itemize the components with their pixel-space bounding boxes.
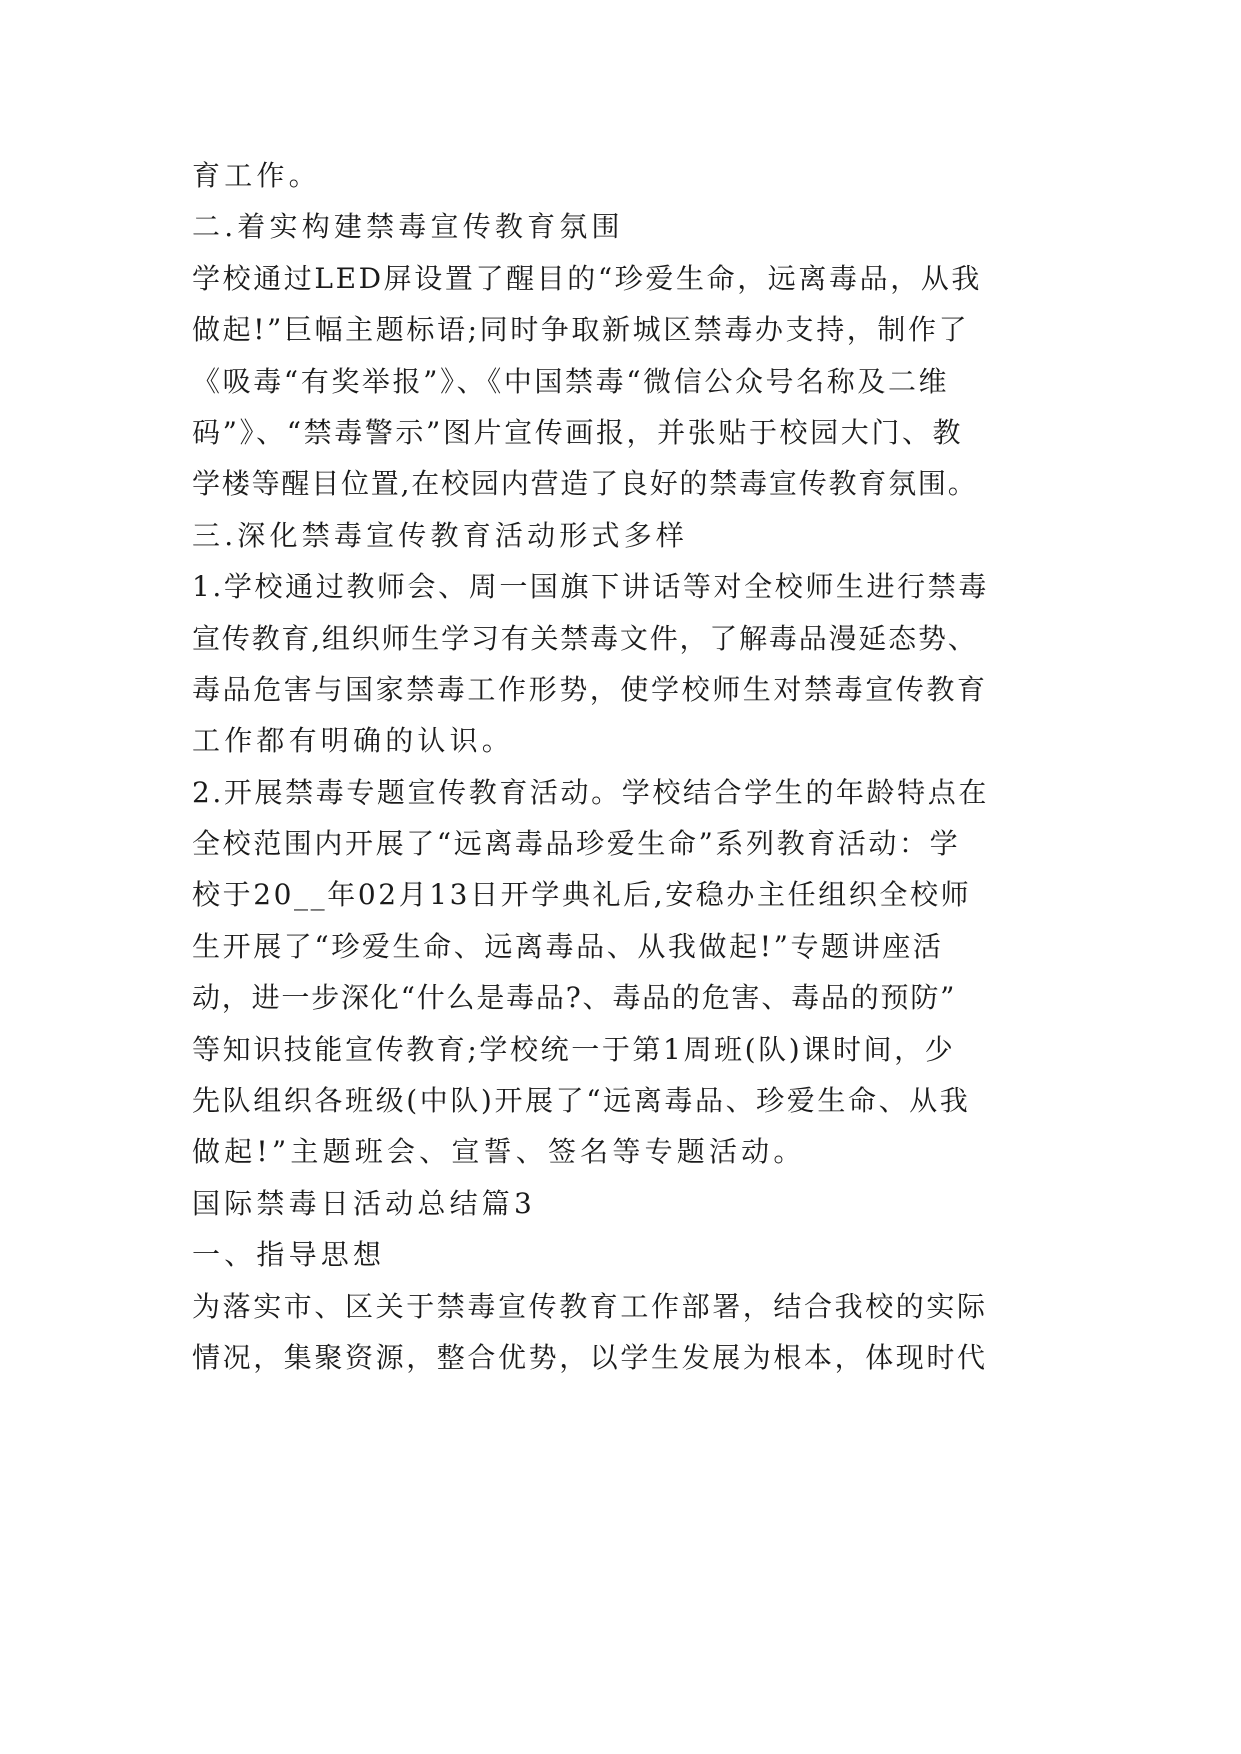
section-heading: 三.深化禁毒宣传教育活动形式多样 xyxy=(192,518,689,552)
text-line: 育工作。 xyxy=(192,159,321,192)
text-line: 情况，集聚资源，整合优势，以学生发展为根本，体现时代 xyxy=(192,1340,988,1374)
text-line: 等知识技能宣传教育;学校统一于第1周班(队)课时间，少 xyxy=(192,1032,956,1066)
section-heading: 二.着实构建禁毒宣传教育氛围 xyxy=(192,210,624,244)
text-line: 码”》、“禁毒警示”图片宣传画报，并张贴于校园大门、教 xyxy=(192,415,964,449)
text-line: 做起!”巨幅主题标语;同时争取新城区禁毒办支持，制作了 xyxy=(192,313,970,347)
text-line: 为落实市、区关于禁毒宣传教育工作部署，结合我校的实际 xyxy=(192,1289,988,1323)
text-line: 2.开展禁毒专题宣传教育活动。学校结合学生的年龄特点在 xyxy=(192,775,989,809)
text-line: 《吸毒“有奖举报”》、《中国禁毒“微信公众号名称及二维 xyxy=(192,364,950,398)
text-line: 校于20__年02月13日开学典礼后,安稳办主任组织全校师 xyxy=(192,878,972,912)
text-line: 学楼等醒目位置,在校园内营造了良好的禁毒宣传教育氛围。 xyxy=(192,467,978,501)
article-title: 国际禁毒日活动总结篇3 xyxy=(192,1186,537,1220)
text-line: 1.学校通过教师会、周一国旗下讲话等对全校师生进行禁毒 xyxy=(192,570,989,604)
text-line: 工作都有明确的认识。 xyxy=(192,724,515,758)
section-heading: 一、指导思想 xyxy=(192,1238,386,1272)
text-line: 生开展了“珍爱生命、远离毒品、从我做起!”专题讲座活 xyxy=(192,929,944,963)
text-line: 学校通过LED屏设置了醒目的“珍爱生命，远离毒品，从我 xyxy=(192,261,982,295)
text-line: 动，进一步深化“什么是毒品?、毒品的危害、毒品的预防” xyxy=(192,981,957,1015)
text-line: 做起!”主题班会、宣誓、签名等专题活动。 xyxy=(192,1135,806,1169)
document-body xyxy=(192,150,1052,1383)
text-line: 全校范围内开展了“远离毒品珍爱生命”系列教育活动：学 xyxy=(192,827,961,861)
text-line: 先队组织各班级(中队)开展了“远离毒品、珍爱生命、从我 xyxy=(192,1084,971,1118)
text-line: 毒品危害与国家禁毒工作形势，使学校师生对禁毒宣传教育 xyxy=(192,672,988,706)
text-line: 宣传教育,组织师生学习有关禁毒文件，了解毒品漫延态势、 xyxy=(192,621,978,655)
